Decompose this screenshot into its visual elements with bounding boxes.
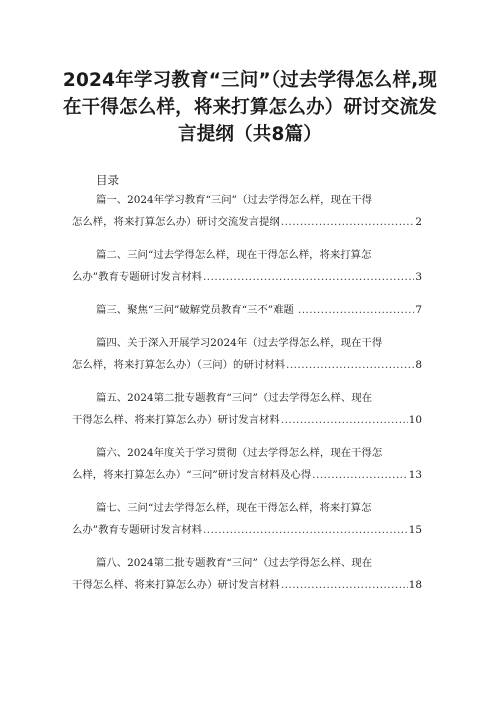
toc-page-number: 2 (415, 216, 422, 228)
toc-entry-title-cont: 么办”教育专题研讨发言材料 (72, 524, 202, 536)
toc-page-number: 7 (415, 304, 422, 316)
table-of-contents (72, 189, 422, 607)
toc-entry-1[interactable] (72, 189, 422, 233)
toc-leader-dots (312, 464, 408, 486)
toc-entry-3[interactable] (72, 299, 422, 321)
toc-leader-dots (286, 354, 414, 376)
toc-page-number: 13 (408, 469, 422, 481)
toc-page-number: 10 (408, 414, 422, 426)
toc-entry-title: 篇三、聚焦“三问”破解党员教育“三不”难题 (96, 304, 294, 316)
toc-entry-title: 篇四、关于深入开展学习2024年（过去学得怎么样，现在干得 (96, 337, 383, 349)
toc-leader-dots (281, 409, 408, 431)
toc-entry-title-cont: 干得怎么样、将来打算怎么办）研讨发言材料 (72, 579, 280, 591)
toc-page-number: 8 (415, 359, 422, 371)
toc-entry-title-cont: 么样，将来打算怎么办）“三问”研讨发言材料及心得 (72, 469, 312, 481)
toc-entry-4[interactable] (72, 332, 422, 376)
toc-entry-5[interactable] (72, 387, 422, 431)
toc-page-number: 3 (415, 271, 422, 283)
toc-entry-title-cont: 怎么样，将来打算怎么办）研讨交流发言提纲 (72, 216, 280, 228)
toc-entry-6[interactable] (72, 442, 422, 486)
toc-entry-title: 篇八、2024第二批专题教育“三问”（过去学得怎么样、现在 (96, 557, 373, 569)
toc-page-number: 15 (408, 524, 422, 536)
toc-entry-title: 篇六、2024年度关于学习贯彻（过去学得怎么样，现在干得怎 (96, 447, 383, 459)
toc-leader-dots (203, 266, 414, 288)
toc-entry-8[interactable] (72, 552, 422, 596)
toc-leader-dots (281, 574, 408, 596)
document-title: 2024年学习教育“三问”（过去学得怎么样,现在干得怎么样，将来打算怎么办）研讨交流发言提纲（共8篇） (62, 70, 438, 145)
toc-entry-title: 篇五、2024第二批专题教育“三问”（过去学得怎么样、现在 (96, 392, 373, 404)
toc-entry-7[interactable] (72, 497, 422, 541)
toc-entry-title-cont: 干得怎么样、将来打算怎么办）研讨发言材料 (72, 414, 280, 426)
toc-page-number: 18 (408, 579, 422, 591)
toc-entry-title-cont: 么办”教育专题研讨发言材料 (72, 271, 202, 283)
toc-heading: 目录 (96, 173, 119, 187)
toc-leader-dots (298, 299, 414, 321)
toc-entry-title-cont: 怎么样，将来打算怎么办）（三问）的研讨材料 (72, 359, 286, 371)
toc-entry-2[interactable] (72, 244, 422, 288)
toc-entry-title: 篇一、2024年学习教育“三问”（过去学得怎么样，现在干得 (96, 194, 373, 206)
toc-leader-dots (281, 211, 415, 233)
toc-entry-title: 篇二、三问“过去学得怎么样，现在干得怎么样，将来打算怎 (96, 249, 372, 261)
toc-entry-title: 篇七、三问“过去学得怎么样，现在干得怎么样，将来打算怎 (96, 502, 372, 514)
toc-leader-dots (203, 519, 408, 541)
